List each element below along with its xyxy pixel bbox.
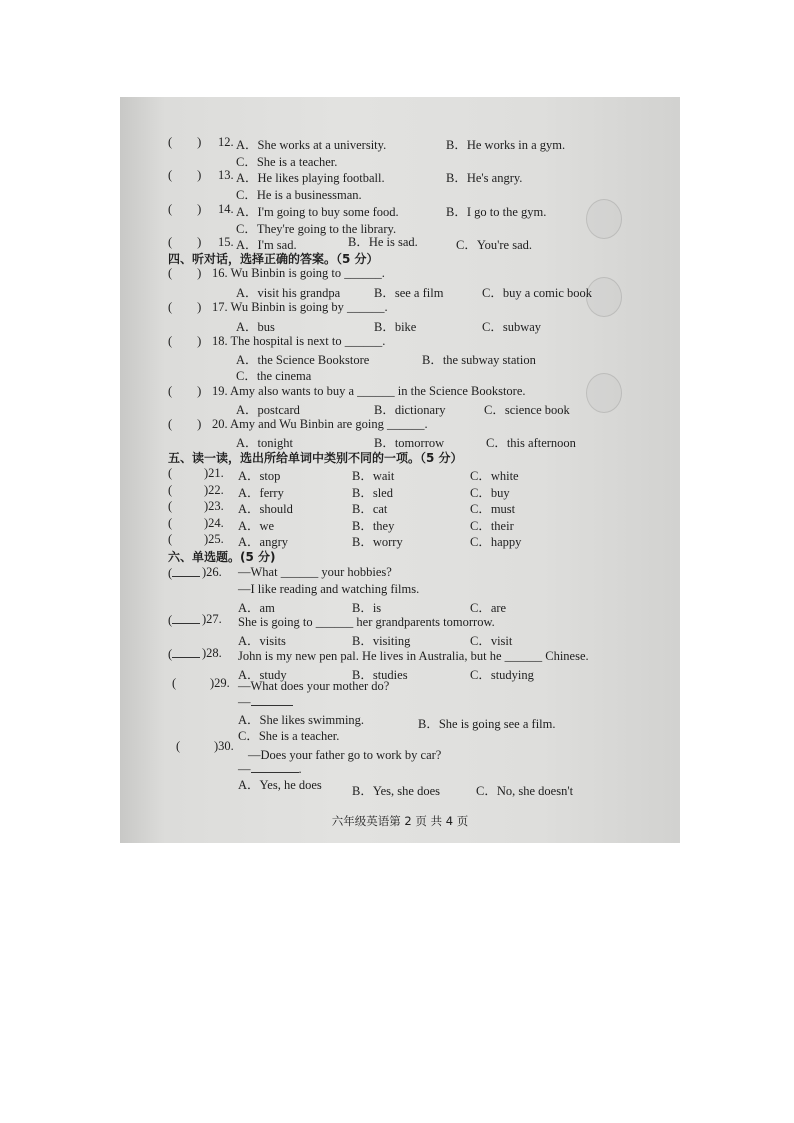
option-c: C．buy a comic book: [482, 286, 593, 300]
bleed-through-portrait: [586, 373, 622, 413]
option-b: B．He is sad.: [348, 235, 418, 249]
question-number: )29.: [210, 676, 230, 690]
page-footer: 六年级英语第 2 页 共 4 页: [331, 814, 469, 828]
section-4-title: 四、听对话，选择正确的答案。（5 分）: [168, 252, 379, 266]
answer-line[interactable]: —: [238, 694, 293, 710]
answer-bracket[interactable]: (: [168, 612, 200, 628]
option-b: B．worry: [352, 535, 403, 549]
option-a: A．visits: [238, 634, 286, 648]
question-number: 12.: [218, 135, 234, 149]
answer-bracket[interactable]: (: [168, 646, 200, 662]
option-a: A．ferry: [238, 486, 284, 500]
option-b: B．She is going see a film.: [418, 717, 556, 731]
option-c: C．She is a teacher.: [238, 729, 340, 743]
option-a: A．She likes swimming.: [238, 713, 365, 727]
option-c: C．the cinema: [236, 369, 312, 383]
option-b: B．He's angry.: [446, 171, 523, 185]
option-b: B．He works in a gym.: [446, 138, 566, 152]
bleed-through-portrait: [586, 199, 622, 239]
option-a: A．the Science Bookstore: [236, 353, 370, 367]
option-b: B．visiting: [352, 634, 411, 648]
question-number: 15.: [218, 235, 234, 249]
option-a: A．am: [238, 601, 275, 615]
option-a: A．stop: [238, 469, 281, 483]
option-c: C．He is a businessman.: [236, 188, 362, 202]
option-a: A．visit his grandpa: [236, 286, 341, 300]
question-stem: —Does your father go to work by car?: [248, 748, 442, 762]
answer-bracket[interactable]: ( ): [168, 235, 202, 249]
option-a: A．we: [238, 519, 275, 533]
answer-bracket[interactable]: ( ): [168, 202, 202, 216]
answer-bracket[interactable]: (: [168, 532, 195, 546]
answer-bracket[interactable]: (: [172, 676, 177, 690]
question-number: )26.: [202, 565, 222, 579]
option-a: A．I'm going to buy some food.: [236, 205, 399, 219]
question-stem: 17. Wu Binbin is going by ______.: [212, 300, 388, 314]
option-c: C．must: [470, 502, 516, 516]
question-stem-line2: —I like reading and watching films.: [238, 582, 420, 596]
answer-bracket[interactable]: (: [168, 565, 200, 581]
answer-bracket[interactable]: ( ): [168, 417, 202, 431]
question-number: )30.: [214, 739, 234, 753]
option-a: A．study: [238, 668, 287, 682]
option-b: B．tomorrow: [374, 436, 445, 450]
option-a: A．postcard: [236, 403, 300, 417]
option-b: B．the subway station: [422, 353, 536, 367]
section-6-title: 六、单选题。(5 分): [168, 550, 276, 564]
option-c: C．this afternoon: [486, 436, 576, 450]
scanned-page-photo: [120, 97, 680, 843]
option-b: B．bike: [374, 320, 417, 334]
section-5-title: 五、读一读，选出所给单词中类别不同的一项。（5 分）: [168, 451, 463, 465]
question-number: )22.: [204, 483, 224, 497]
option-a: A．Yes, he does: [238, 778, 322, 792]
question-number: )24.: [204, 516, 224, 530]
question-number: 13.: [218, 168, 234, 182]
question-stem: 18. The hospital is next to ______.: [212, 334, 386, 348]
option-c: C．visit: [470, 634, 513, 648]
option-c: C．are: [470, 601, 507, 615]
answer-bracket[interactable]: ( ): [168, 334, 202, 348]
option-b: B．is: [352, 601, 382, 615]
option-b: B．dictionary: [374, 403, 446, 417]
option-c: C．happy: [470, 535, 522, 549]
answer-bracket[interactable]: ( ): [168, 168, 202, 182]
option-b: B．cat: [352, 502, 388, 516]
option-b: B．wait: [352, 469, 395, 483]
option-b: B．studies: [352, 668, 408, 682]
answer-line[interactable]: — .: [238, 762, 302, 776]
option-c: C．They're going to the library.: [236, 222, 397, 236]
option-c: C．subway: [482, 320, 542, 334]
option-a: A．She works at a university.: [236, 138, 387, 152]
option-a: A．bus: [236, 320, 275, 334]
option-c: C．No, she doesn't: [476, 784, 574, 798]
question-stem: —What ______ your hobbies?: [238, 565, 392, 579]
answer-bracket[interactable]: (: [176, 739, 181, 753]
option-a: A．angry: [238, 535, 288, 549]
question-number: )25.: [204, 532, 224, 546]
question-stem: She is going to ______ her grandparents tomorrow.: [238, 615, 495, 629]
answer-bracket[interactable]: ( ): [168, 266, 202, 280]
question-stem: —What does your mother do?: [238, 679, 390, 693]
question-number: )21.: [204, 466, 224, 480]
option-c: C．white: [470, 469, 519, 483]
option-a: A．tonight: [236, 436, 293, 450]
question-stem: John is my new pen pal. He lives in Australia, but he ______ Chinese.: [238, 649, 589, 663]
option-a: A．I'm sad.: [236, 238, 297, 252]
question-number: )23.: [204, 499, 224, 513]
option-c: C．their: [470, 519, 514, 533]
option-b: B．I go to the gym.: [446, 205, 547, 219]
option-c: C．She is a teacher.: [236, 155, 338, 169]
question-number: 14.: [218, 202, 234, 216]
question-stem: 16. Wu Binbin is going to ______.: [212, 266, 385, 280]
answer-bracket[interactable]: ( ): [168, 300, 202, 314]
answer-bracket[interactable]: (: [168, 483, 195, 497]
answer-bracket[interactable]: ( ): [168, 384, 202, 398]
answer-bracket[interactable]: (: [168, 516, 195, 530]
option-b: B．see a film: [374, 286, 444, 300]
option-b: B．Yes, she does: [352, 784, 440, 798]
answer-bracket[interactable]: (: [168, 466, 195, 480]
option-c: C．buy: [470, 486, 510, 500]
answer-bracket[interactable]: ( ): [168, 135, 202, 149]
option-b: B．sled: [352, 486, 393, 500]
question-number: )28.: [202, 646, 222, 660]
option-a: A．He likes playing football.: [236, 171, 385, 185]
question-stem: 19. Amy also wants to buy a ______ in the Science Bookstore.: [212, 384, 526, 398]
question-stem: 20. Amy and Wu Binbin are going ______.: [212, 417, 428, 431]
question-number: )27.: [202, 612, 222, 626]
option-a: A．should: [238, 502, 293, 516]
option-c: C．You're sad.: [456, 238, 532, 252]
answer-bracket[interactable]: (: [168, 499, 195, 513]
option-b: B．they: [352, 519, 395, 533]
option-c: C．studying: [470, 668, 534, 682]
option-c: C．science book: [484, 403, 570, 417]
